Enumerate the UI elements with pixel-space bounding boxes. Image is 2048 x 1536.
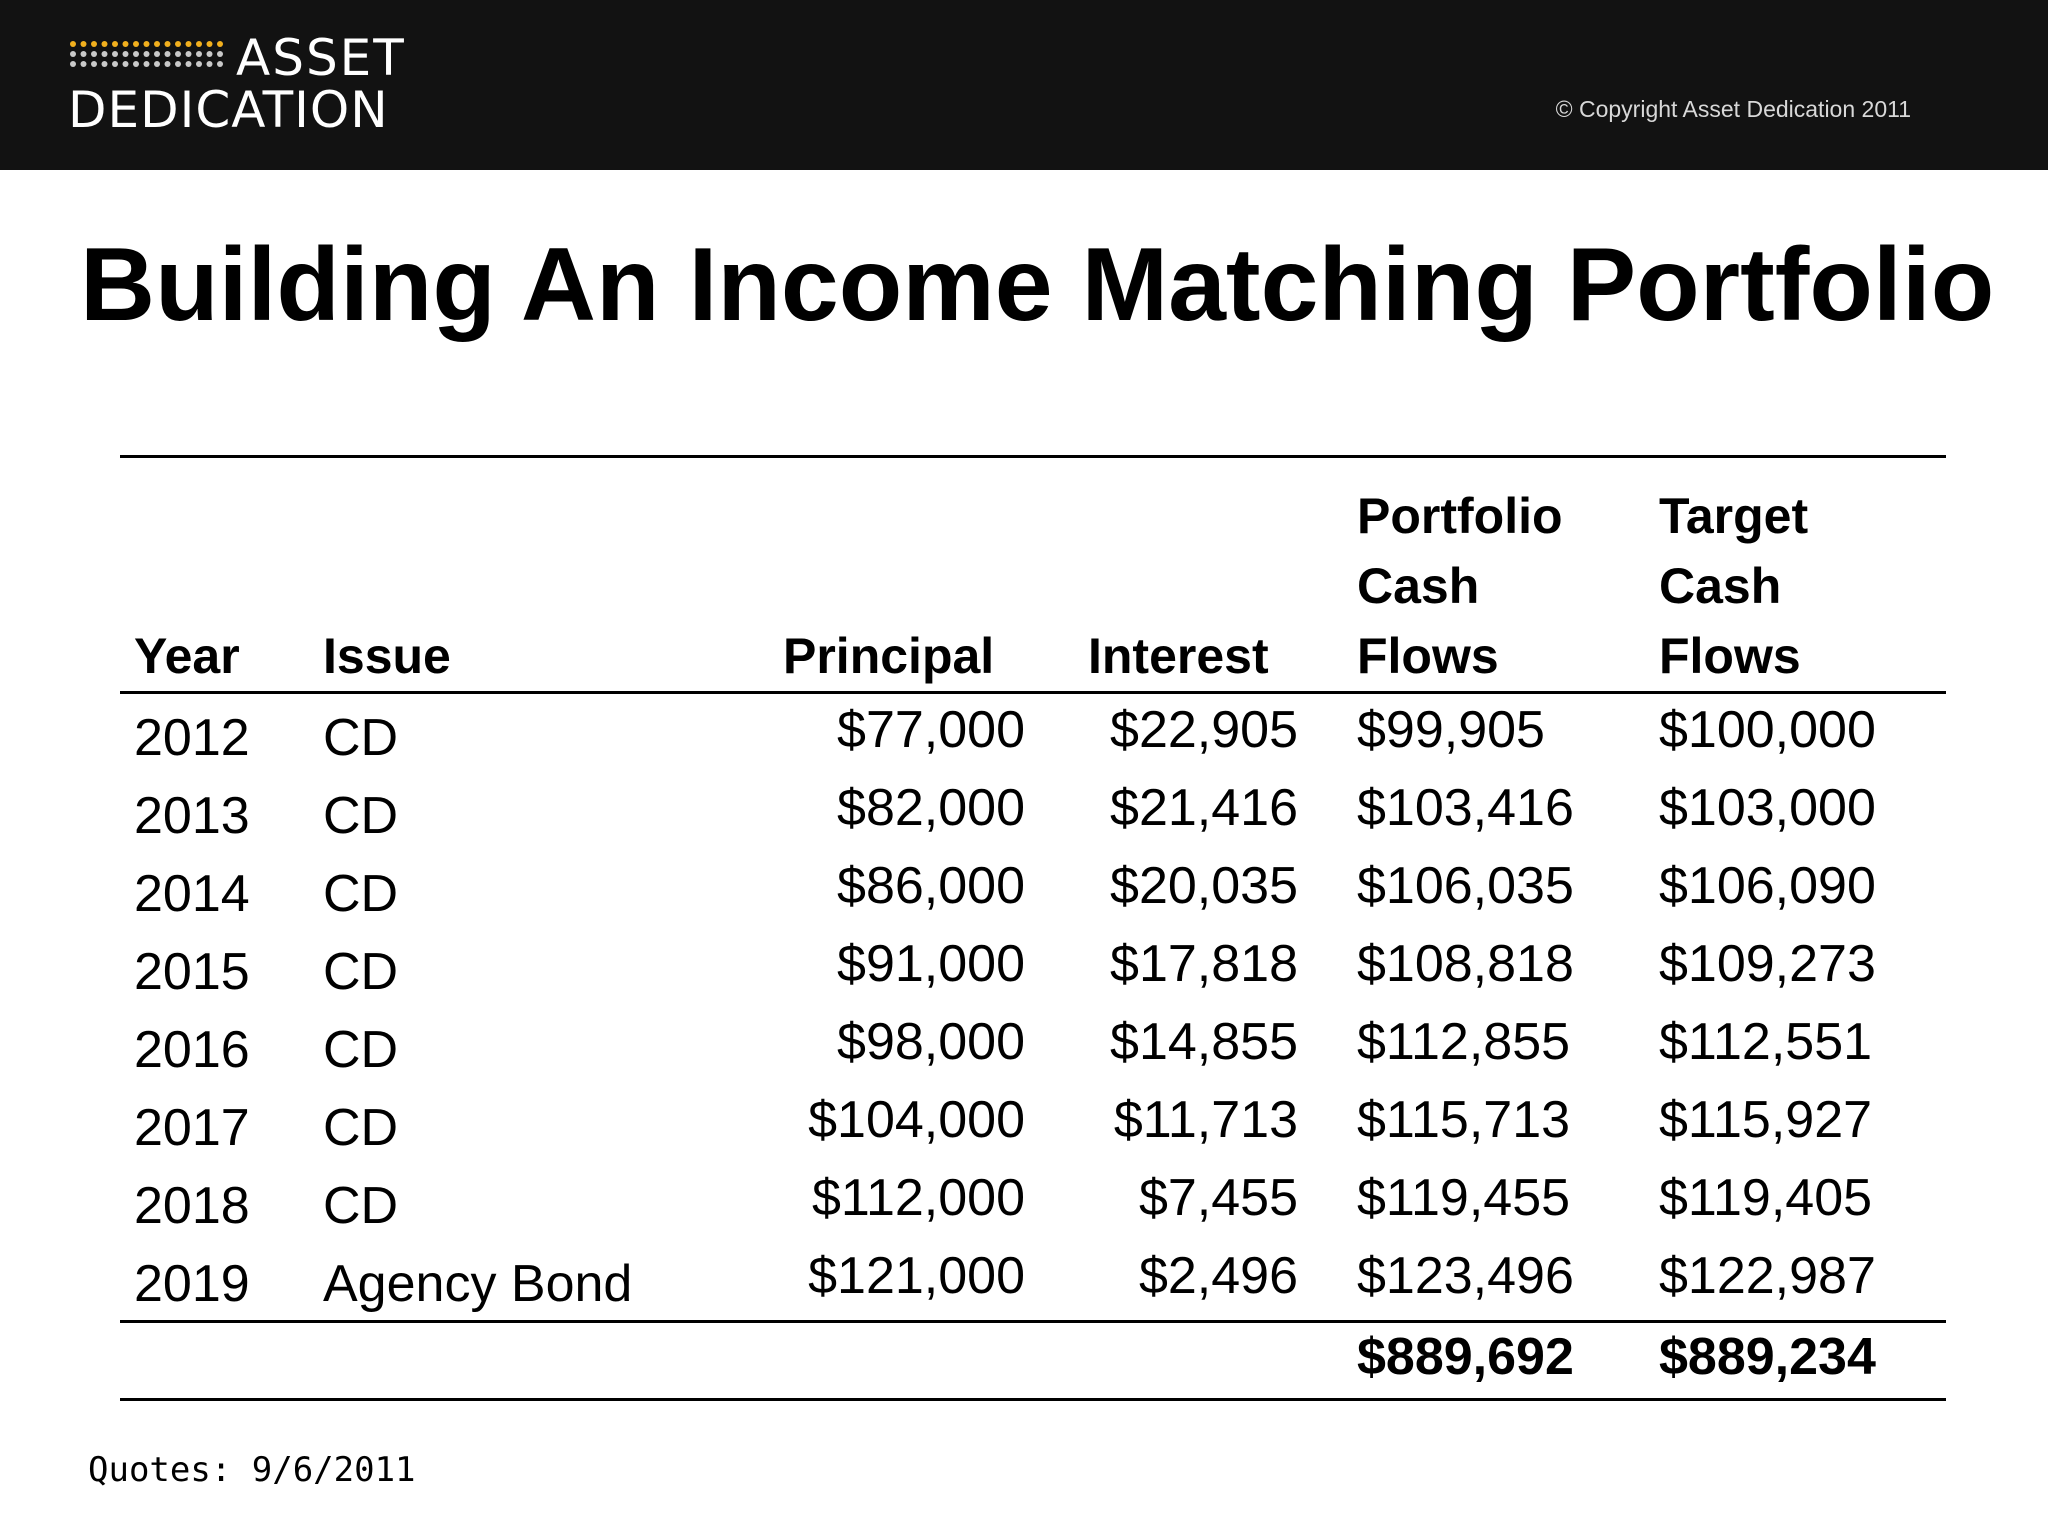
logo-dot [91, 51, 97, 57]
cell-issue: CD [323, 1021, 399, 1079]
logo-dot [207, 41, 213, 47]
header-bar [0, 0, 2048, 170]
logo-dot [196, 61, 202, 67]
total-target-cash-flows: $889,234 [1659, 1328, 1876, 1386]
logo-dots-icon [68, 38, 228, 72]
logo-text-asset: ASSET [236, 29, 406, 87]
logo-dot [186, 51, 192, 57]
header-portfolio-line3: Flows [1357, 628, 1499, 684]
logo-dot [154, 41, 160, 47]
cell-target-cash-flows: $106,090 [1659, 857, 1876, 915]
header-target-line2: Cash [1659, 558, 1782, 614]
cell-issue: CD [323, 943, 399, 1001]
logo-dot [144, 41, 150, 47]
logo-dot [102, 51, 108, 57]
table-totals-rule [120, 1320, 1946, 1323]
logo-dot [196, 51, 202, 57]
logo-dot [196, 41, 202, 47]
logo-dot [123, 61, 129, 67]
cell-year: 2013 [134, 787, 250, 845]
logo-dot [217, 51, 223, 57]
logo-dot [70, 61, 76, 67]
cell-issue: Agency Bond [323, 1255, 633, 1313]
cell-issue: CD [323, 1099, 399, 1157]
cell-interest: $2,496 [1138, 1247, 1298, 1305]
logo-dot [102, 41, 108, 47]
cell-year: 2012 [134, 709, 250, 767]
logo-dot [144, 51, 150, 57]
cell-principal: $98,000 [837, 1013, 1025, 1071]
logo-dot [144, 61, 150, 67]
cell-interest: $7,455 [1138, 1169, 1298, 1227]
cell-issue: CD [323, 865, 399, 923]
cell-interest: $21,416 [1110, 779, 1298, 837]
cell-portfolio-cash-flows: $112,855 [1357, 1013, 1571, 1071]
logo-dot [91, 61, 97, 67]
logo-dot [217, 61, 223, 67]
copyright-notice: © Copyright Asset Dedication 2011 [1555, 96, 1911, 122]
cell-interest: $22,905 [1110, 701, 1298, 759]
logo-text-dedication: DEDICATION [68, 81, 389, 139]
logo-dot [154, 61, 160, 67]
logo-dot [112, 61, 118, 67]
table-top-rule [120, 455, 1946, 458]
cell-interest: $14,855 [1110, 1013, 1298, 1071]
cell-year: 2019 [134, 1255, 250, 1313]
page-title: Building An Income Matching Portfolio [80, 227, 1995, 343]
cell-interest: $20,035 [1110, 857, 1298, 915]
cell-year: 2017 [134, 1099, 250, 1157]
cell-principal: $82,000 [837, 779, 1025, 837]
header-portfolio-line1: Portfolio [1357, 488, 1563, 544]
logo-dot [165, 61, 171, 67]
logo-dot [91, 41, 97, 47]
logo-dot [133, 51, 139, 57]
logo-dot [102, 61, 108, 67]
header-target-line1: Target [1659, 488, 1809, 544]
table-header-rule [120, 691, 1946, 694]
cell-principal: $91,000 [837, 935, 1025, 993]
cell-year: 2016 [134, 1021, 250, 1079]
logo-dot [175, 51, 181, 57]
logo-dot [154, 51, 160, 57]
logo-dot [81, 61, 87, 67]
logo-dot [70, 41, 76, 47]
cell-portfolio-cash-flows: $108,818 [1357, 935, 1574, 993]
header-target-line3: Flows [1659, 628, 1801, 684]
cell-year: 2015 [134, 943, 250, 1001]
cell-year: 2014 [134, 865, 250, 923]
cell-target-cash-flows: $109,273 [1659, 935, 1876, 993]
logo-dot [133, 41, 139, 47]
quotes-date: Quotes: 9/6/2011 [88, 1450, 416, 1490]
logo-dot [165, 51, 171, 57]
cell-principal: $77,000 [837, 701, 1025, 759]
asset-dedication-logo [68, 30, 428, 140]
header-principal: Principal [783, 628, 995, 684]
cell-issue: CD [323, 709, 399, 767]
cell-principal: $86,000 [837, 857, 1025, 915]
logo-dot [165, 41, 171, 47]
cell-principal: $121,000 [808, 1247, 1025, 1305]
logo-dot [186, 41, 192, 47]
cell-principal: $104,000 [808, 1091, 1025, 1149]
logo-dot [112, 51, 118, 57]
header-interest: Interest [1088, 628, 1269, 684]
logo-dot [112, 41, 118, 47]
logo-dot [123, 41, 129, 47]
logo-dot [207, 51, 213, 57]
table-bottom-rule [120, 1398, 1946, 1401]
logo-dot [175, 41, 181, 47]
logo-dot [81, 41, 87, 47]
cell-issue: CD [323, 787, 399, 845]
cell-target-cash-flows: $115,927 [1659, 1091, 1873, 1149]
logo-dot [70, 51, 76, 57]
cell-portfolio-cash-flows: $115,713 [1357, 1091, 1571, 1149]
header-portfolio-line2: Cash [1357, 558, 1480, 614]
total-portfolio-cash-flows: $889,692 [1357, 1328, 1574, 1386]
cell-portfolio-cash-flows: $123,496 [1357, 1247, 1574, 1305]
cell-interest: $17,818 [1110, 935, 1298, 993]
cell-target-cash-flows: $103,000 [1659, 779, 1876, 837]
cell-portfolio-cash-flows: $103,416 [1357, 779, 1574, 837]
header-issue: Issue [323, 628, 451, 684]
cell-target-cash-flows: $122,987 [1659, 1247, 1876, 1305]
cell-target-cash-flows: $100,000 [1659, 701, 1876, 759]
cell-portfolio-cash-flows: $119,455 [1357, 1169, 1571, 1227]
cell-interest: $11,713 [1113, 1091, 1298, 1149]
cell-year: 2018 [134, 1177, 250, 1235]
cell-target-cash-flows: $112,551 [1659, 1013, 1873, 1071]
cell-portfolio-cash-flows: $99,905 [1357, 701, 1545, 759]
logo-dot [81, 51, 87, 57]
logo-dot [207, 61, 213, 67]
header-year: Year [134, 628, 240, 684]
logo-dot [133, 61, 139, 67]
logo-dot [123, 51, 129, 57]
cell-portfolio-cash-flows: $106,035 [1357, 857, 1574, 915]
logo-dot [217, 41, 223, 47]
cell-target-cash-flows: $119,405 [1659, 1169, 1873, 1227]
logo-dot [175, 61, 181, 67]
cell-principal: $112,000 [811, 1169, 1025, 1227]
logo-dot [186, 61, 192, 67]
cell-issue: CD [323, 1177, 399, 1235]
